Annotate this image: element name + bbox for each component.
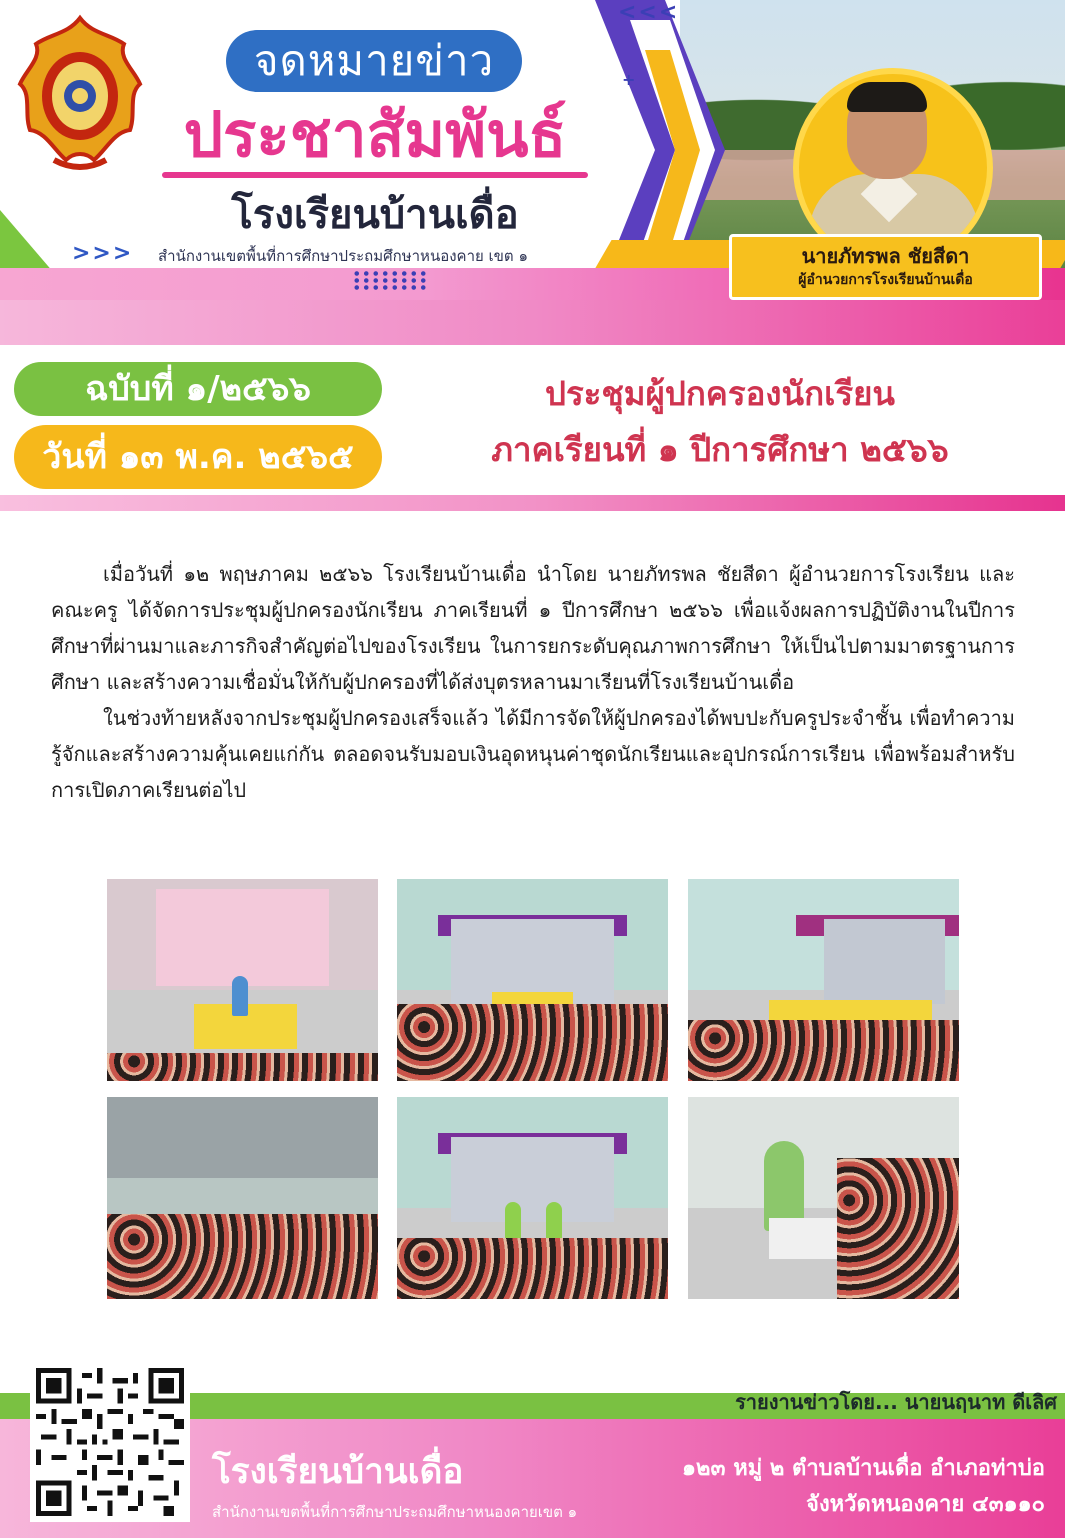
event-photo <box>107 1097 378 1299</box>
headline-line2: ภาคเรียนที่ ๑ ปีการศึกษา ๒๕๖๖ <box>491 430 949 469</box>
decorative-dots <box>352 270 428 292</box>
headline-line1: ประชุมผู้ปกครองนักเรียน <box>545 374 895 413</box>
section-divider <box>0 495 1065 511</box>
newsletter-header <box>0 0 1065 345</box>
director-name: นายภัทรพล ชัยสีดา <box>801 244 970 268</box>
chevrons-left-icon: <<< <box>618 0 680 25</box>
article-paragraph: ในช่วงท้ายหลังจากประชุมผู้ปกครองเสร็จแล้ว ได้มีการจัดให้ผู้ปกครองได้พบปะกับครูประจำชั้น เพื่อทำความรู้จักและสร้างความคุ้นเคยแก่กัน ตลอดจนรับมอบเงินอุดหนุนค่าชุดนักเรียนและอุปกรณ์การเรียน เพื่อพร้อมสำหรับการเปิดภาคเรียนต่อไป <box>51 706 1015 802</box>
event-photo <box>397 879 668 1081</box>
event-photo <box>107 879 378 1081</box>
footer-address-line1: ๑๒๓ หมู่ ๒ ตำบลบ้านเดื่อ อำเภอท่าบ่อ <box>682 1456 1045 1481</box>
event-photo <box>688 1097 959 1299</box>
newsletter-title: ประชาสัมพันธ์ <box>183 98 567 171</box>
photo-gallery <box>107 879 959 1299</box>
education-office: สำนักงานเขตพื้นที่การศึกษาประถมศึกษาหนองคาย เขต ๑ <box>158 247 528 265</box>
reporter-credit: รายงานข่าวโดย... นายนฤนาท ดีเลิศ <box>735 1390 1057 1414</box>
qr-code-icon[interactable] <box>30 1362 190 1522</box>
footer-education-office: สำนักงานเขตพื้นที่การศึกษาประถมศึกษาหนองคายเขต ๑ <box>212 1503 578 1521</box>
issue-date: วันที่ ๑๓ พ.ค. ๒๕๖๕ <box>14 425 382 489</box>
footer-school-name: โรงเรียนบ้านเดื่อ <box>212 1452 464 1492</box>
plus-icon: + <box>622 70 636 89</box>
newsletter-label: จดหมายข่าว <box>226 30 522 92</box>
school-name: โรงเรียนบ้านเดื่อ <box>231 192 519 238</box>
headline <box>400 366 1040 478</box>
article-paragraph: เมื่อวันที่ ๑๒ พฤษภาคม ๒๕๖๖ โรงเรียนบ้านเดื่อ นำโดย นายภัทรพล ชัยสีดา ผู้อำนวยการโรงเรียน และคณะครู ได้จัดการประชุมผู้ปกครองนักเรียน ภาคเรียนที่ ๑ ปีการศึกษา ๒๕๖๖ เพื่อแจ้งผลการปฏิบัติงานในปีการศึกษาที่ผ่านมาและภารกิจสำคัญต่อไปของโรงเรียน ในการยกระดับคุณภาพการศึกษา ให้เป็นไปตามมาตรฐานการศึกษา และสร้างความเชื่อมั่นให้กับผู้ปกครองที่ได้ส่งบุตรหลานมาเรียนที่โรงเรียนบ้านเดื่อ <box>51 562 1015 694</box>
event-photo <box>688 879 959 1081</box>
director-position: ผู้อำนวยการโรงเรียนบ้านเดื่อ <box>798 272 973 288</box>
chevrons-right-icon: >>> <box>72 241 134 266</box>
school-emblem-icon <box>14 14 146 174</box>
director-name-plate <box>729 234 1042 300</box>
issue-number: ฉบับที่ ๑/๒๕๖๖ <box>14 362 382 416</box>
footer-address-line2: จังหวัดหนองคาย ๔๓๑๑๐ <box>806 1492 1045 1517</box>
event-photo <box>397 1097 668 1299</box>
article-body <box>51 556 1015 808</box>
